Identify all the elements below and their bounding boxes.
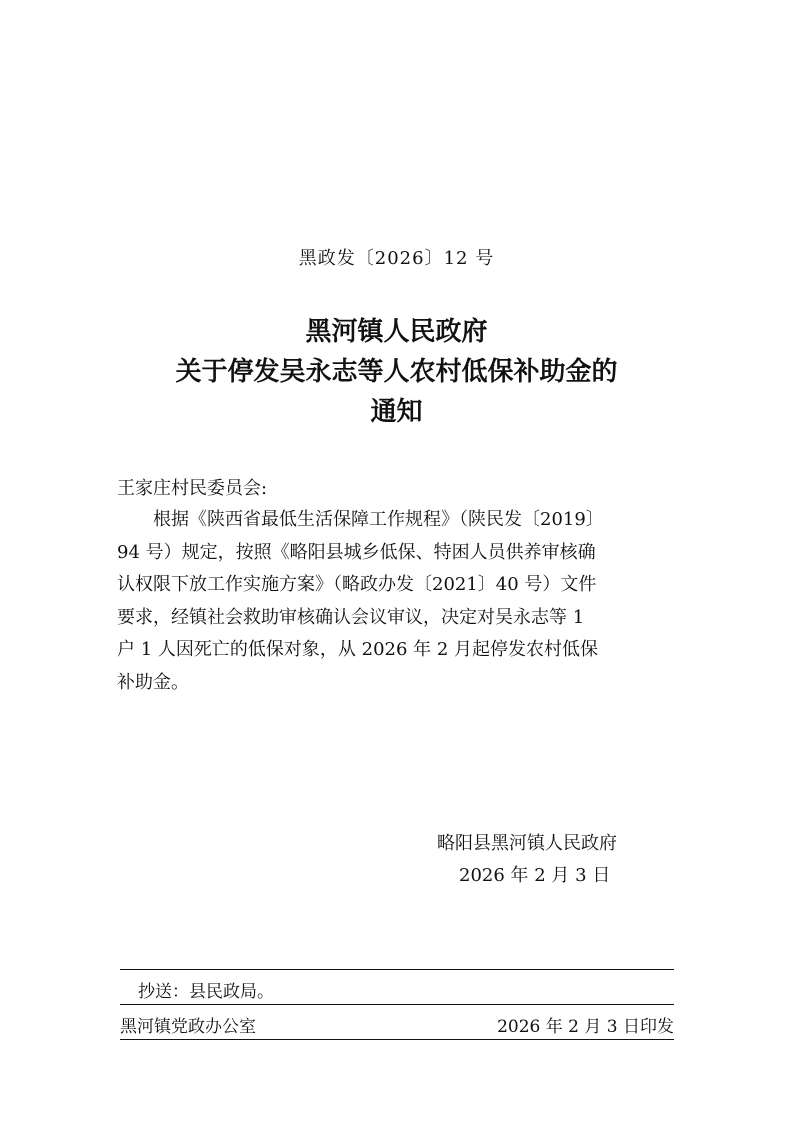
print-date: 2026 年 2 月 3 日印发 <box>497 1017 674 1037</box>
issuing-office: 黑河镇党政办公室 <box>120 1017 256 1037</box>
body-line-3: 认权限下放工作实施方案》（略政办发〔2021〕40 号）文件 <box>117 574 597 595</box>
footer-divider-top <box>120 969 674 970</box>
body-line-5: 户 1 人因死亡的低保对象，从 2026 年 2 月起停发农村低保 <box>117 639 599 660</box>
body-line-6: 补助金。 <box>117 671 189 693</box>
signature-organization: 略阳县黑河镇人民政府 <box>437 833 617 854</box>
body-line-1: 根据《陕西省最低生活保障工作规程》（陕民发〔2019〕 <box>153 509 604 530</box>
addressee: 王家庄村民委员会: <box>117 478 268 499</box>
issuer-row <box>120 1012 674 1037</box>
signature-block <box>437 828 617 892</box>
body-paragraph <box>117 504 672 699</box>
title-line-2: 关于停发吴永志等人农村低保补助金的 <box>175 357 618 387</box>
body-line-2: 94 号）规定，按照《略阳县城乡低保、特困人员供养审核确 <box>117 541 596 563</box>
footer-divider-middle <box>120 1004 674 1005</box>
title-line-3: 通知 <box>370 397 423 427</box>
signature-date: 2026 年 2 月 3 日 <box>459 865 611 886</box>
title-line-1: 黑河镇人民政府 <box>305 317 488 347</box>
document-title <box>0 312 793 432</box>
cc-recipients: 抄送：县民政局。 <box>138 982 274 1002</box>
footer-divider-bottom <box>120 1039 674 1040</box>
document-number: 黑政发〔2026〕12 号 <box>298 248 495 269</box>
body-line-4: 要求，经镇社会救助审核确认会议审议，决定对吴永志等 1 <box>117 606 585 628</box>
